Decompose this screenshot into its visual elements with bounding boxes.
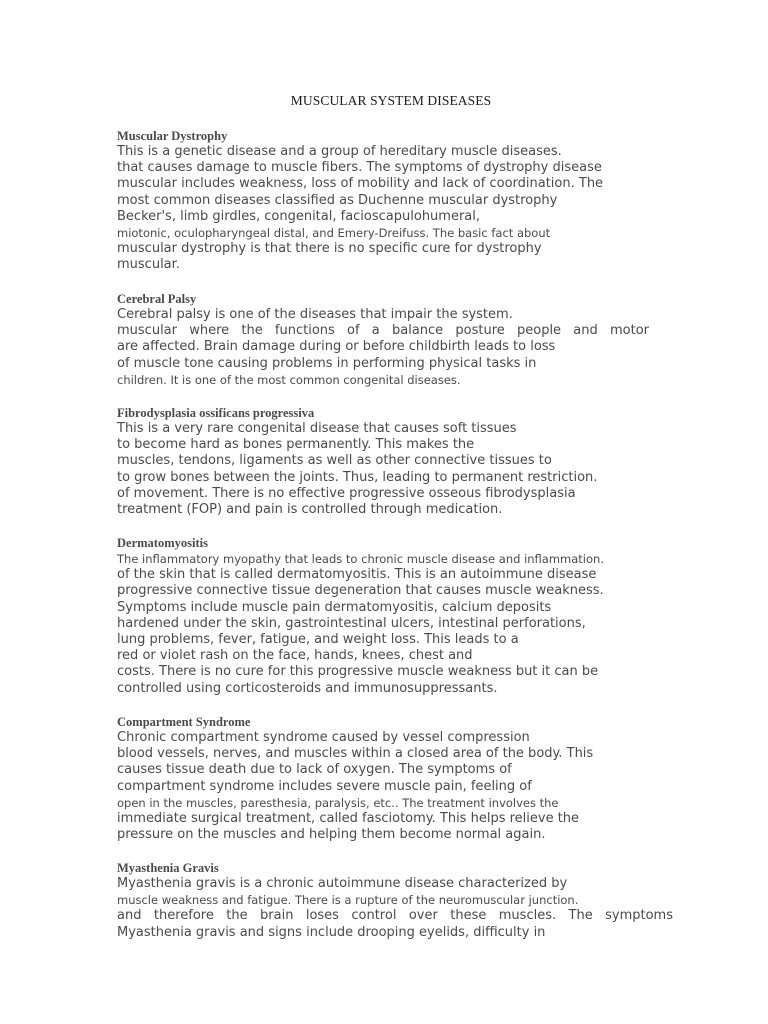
paragraph-line: open in the muscles, paresthesia, paralysis, etc.. The treatment involves the bbox=[117, 795, 559, 810]
section-myasthenia-gravis bbox=[117, 860, 677, 941]
section-muscular-dystrophy bbox=[117, 128, 677, 274]
paragraph-line: lung problems, fever, fatigue, and weight loss. This leads to a bbox=[117, 631, 519, 647]
paragraph-line: are affected. Brain damage during or before childbirth leads to loss bbox=[117, 339, 556, 355]
paragraph-line: Cerebral palsy is one of the diseases that impair the system. bbox=[117, 307, 513, 322]
paragraph-line: This is a very rare congenital disease that causes soft tissues bbox=[117, 421, 517, 436]
paragraph-line: to grow bones between the joints. Thus, leading to permanent restriction. bbox=[117, 469, 598, 485]
section-heading: Compartment Syndrome bbox=[117, 715, 251, 729]
paragraph-line: muscular. bbox=[117, 257, 180, 273]
paragraph-line: muscular where the functions of a balance posture people and motor bbox=[117, 323, 649, 339]
section-cerebral-palsy bbox=[117, 291, 677, 388]
paragraph-line: causes tissue death due to lack of oxygen. The symptoms of bbox=[117, 762, 512, 778]
section-compartment-syndrome bbox=[117, 714, 677, 843]
paragraph-line: children. It is one of the most common congenital diseases. bbox=[117, 372, 461, 387]
paragraph-line: blood vessels, nerves, and muscles within a closed area of the body. This bbox=[117, 746, 594, 762]
section-fibrodysplasia bbox=[117, 405, 677, 518]
paragraph-line: of muscle tone causing problems in performing physical tasks in bbox=[117, 355, 537, 371]
paragraph-line: of the skin that is called dermatomyositis. This is an autoimmune disease bbox=[117, 567, 597, 583]
paragraph-line: costs. There is no cure for this progressive muscle weakness but it can be bbox=[117, 664, 599, 680]
section-heading: Cerebral Palsy bbox=[117, 292, 197, 306]
paragraph-line: muscle weakness and fatigue. There is a rupture of the neuromuscular junction. bbox=[117, 893, 579, 908]
paragraph-line: pressure on the muscles and helping them become normal again. bbox=[117, 827, 546, 843]
paragraph-line: The inflammatory myopathy that leads to chronic muscle disease and inflammation. bbox=[117, 552, 604, 566]
paragraph-line: muscles, tendons, ligaments as well as other connective tissues to bbox=[117, 453, 552, 469]
paragraph-line: Symptoms include muscle pain dermatomyositis, calcium deposits bbox=[117, 599, 552, 615]
paragraph-line: muscular includes weakness, loss of mobility and lack of coordination. The bbox=[117, 176, 604, 192]
section-heading: Fibrodysplasia ossificans progressiva bbox=[117, 406, 315, 420]
paragraph-line: of movement. There is no effective progressive osseous fibrodysplasia bbox=[117, 485, 576, 501]
paragraph-line: miotonic, oculopharyngeal distal, and Emery-Dreifuss. The basic fact about bbox=[117, 225, 551, 240]
paragraph-line: Myasthenia gravis is a chronic autoimmune disease characterized by bbox=[117, 876, 568, 891]
paragraph-line: that causes damage to muscle fibers. The symptoms of dystrophy disease bbox=[117, 160, 602, 176]
paragraph-line: most common diseases classified as Duchenne muscular dystrophy bbox=[117, 192, 558, 208]
page-title: MUSCULAR SYSTEM DISEASES bbox=[290, 93, 492, 108]
paragraph-line: This is a genetic disease and a group of hereditary muscle diseases. bbox=[117, 144, 562, 159]
paragraph-line: and therefore the brain loses control over these muscles. The symptoms bbox=[117, 908, 673, 924]
paragraph-line: Chronic compartment syndrome caused by vessel compression bbox=[117, 730, 530, 745]
paragraph-line: red or violet rash on the face, hands, knees, chest and bbox=[117, 648, 473, 664]
paragraph-line: compartment syndrome includes severe muscle pain, feeling of bbox=[117, 778, 532, 794]
section-dermatomyositis bbox=[117, 535, 677, 697]
section-heading: Myasthenia Gravis bbox=[117, 861, 219, 875]
paragraph-line: controlled using corticosteroids and immunosuppressants. bbox=[117, 680, 498, 696]
paragraph-line: treatment (FOP) and pain is controlled through medication. bbox=[117, 501, 503, 517]
paragraph-line: muscular dystrophy is that there is no specific cure for dystrophy bbox=[117, 241, 542, 257]
paragraph-line: progressive connective tissue degeneration that causes muscle weakness. bbox=[117, 583, 604, 599]
section-heading: Dermatomyositis bbox=[117, 536, 208, 550]
paragraph-line: to become hard as bones permanently. This makes the bbox=[117, 437, 475, 453]
section-heading: Muscular Dystrophy bbox=[117, 129, 228, 143]
paragraph-line: Myasthenia gravis and signs include drooping eyelids, difficulty in bbox=[117, 924, 546, 940]
paragraph-line: immediate surgical treatment, called fasciotomy. This helps relieve the bbox=[117, 810, 580, 826]
paragraph-line: hardened under the skin, gastrointestinal ulcers, intestinal perforations, bbox=[117, 615, 586, 631]
paragraph-line: Becker's, limb girdles, congenital, facioscapulohumeral, bbox=[117, 208, 481, 224]
